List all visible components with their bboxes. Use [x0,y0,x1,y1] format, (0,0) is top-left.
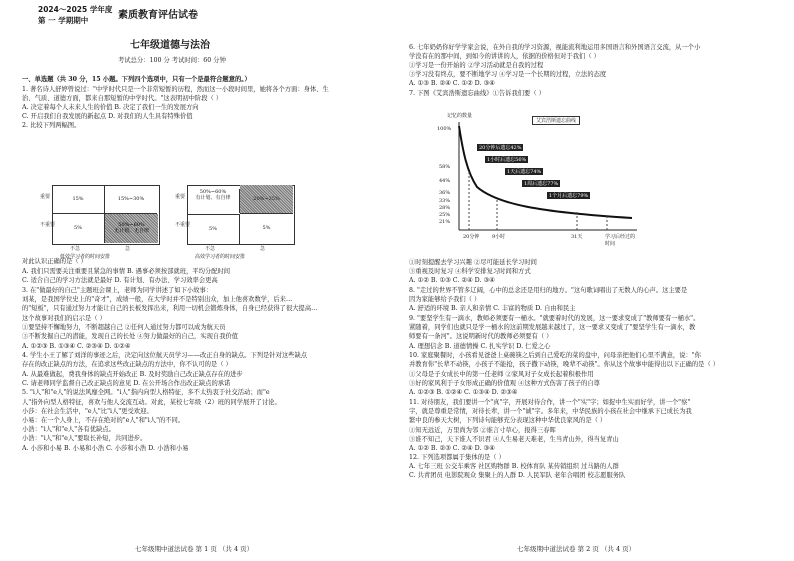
right-line: 10. 家庭聚餐时，小孩看见爸爸上桌碗筷之后到自己爱吃的菜的盘中，问母亲把他们心里不满意，说："你 [409,352,701,359]
right-line: ③好的家风利于子女形成正确的价值观 ④这种方式伤害了孩子的自尊 [409,380,600,387]
right-line: A. ①② B. ①③ C. ②④ D. ③④ [409,277,495,284]
right-line: ③重视及时复习 ④科学安排复习时间和方式 [409,268,531,275]
right-line: A. 舒适的环境 B. 亲人和亲情 C. 丰富的物质 D. 自由和民主 [409,305,576,312]
axis-y-unimportant: 不重要 [40,222,56,228]
right-line: ③学习没有终点，要不断地学习 ④学习是一个长期的过程，立法的态度 [409,71,607,78]
caption-low: 低效学习者的时间安排 [60,254,111,260]
curve-box-2: 1小时后遗忘56% [487,157,527,163]
quad-b1: 50%~60% 有计划、有自律 [187,189,240,213]
right-line: 学没有在的那中间，到如今的讲讲的人，依据的价格但对于我们（ ） [409,53,600,60]
exam-title: 素质教育评估试卷 [118,10,198,21]
curve-box-1: 20分钟后遗忘42% [479,145,522,151]
left-line: 的"短板"，只有通过努力才能让自己的长板发挥出来，利用一切机会锻炼身体，自身已经获得了很大提高… [22,305,318,312]
left-line: C. 适合自己的学习方法就是最好 D. 有计划、有办法、学习效率会更高 [22,277,218,284]
left-line: A. 我们只需要关注重要且紧急的事情 B. 遇事必须按部就班，平均分配时间 [22,268,231,275]
right-line: ①学习是一份开始的 ②学习活动就是自我的过程 [409,62,544,69]
right-line: 字，就是尊重是常情，对待长辈，讲一个"诚"字。多年来，中华民族的小孩在社会中继承下已成长为我 [409,408,692,415]
axis-y-important: 重要 [40,194,51,200]
axis-x-notur-b: 不急 [205,246,216,252]
quad-a3: 5% [52,214,105,243]
right-line: ①知无远近，万里尚为邻 ②谁言寸草心，报得三春晖 [409,427,556,434]
left-line: 存在的改正缺点的方法，在追求这些改正缺点的方法中，你不认可的是（ ） [22,361,232,368]
left-line: 对此认识正确的是（ ） [22,258,87,265]
left-line: 这个故事对我们的启示是（ ） [22,315,106,322]
left-line: A. 小莎和小易 B. 小易和小浩 C. 小莎和小浩 D. 小浩和小易 [22,445,189,452]
quad-a4: 50%~60% 无计划、无自律 [105,214,158,243]
axis-y-important-b: 重要 [175,194,186,200]
ytick-36: 36% [439,190,451,196]
right-line: 繁中良的参天大树，下列诗句能够充分表现这种中华优良家风的是（ ） [409,417,607,424]
axis-x-urgent-b: 急 [260,246,266,252]
right-line: 8. "走过的世界不管多辽阔，心中的总念还是用归的地方。"这句歌词唱出了无数人的心声。这主要是 [409,287,688,294]
time-quadrant-chart-high [175,185,295,260]
curve-box-3: 1天后遗忘74% [507,169,542,175]
left-line: A. ①②③ B. ①③④ C. ②③④ D. ①②④ [22,343,131,350]
exam-info: 考试总分：100 分 考试时间：60 分钟 [118,57,226,64]
school-year: 2024～2025 学年度 [38,5,113,14]
quad-b3: 5% [187,214,240,244]
left-line: 人"指外向型人格特征，喜欢与他人交流互动。对此，某校七年级（2）班的同学展开了讨论。 [22,399,281,406]
ytick-100: 100% [437,126,452,132]
right-line: 11. 对待朋友，我们要讲一个"真"字，开展对待合作，讲一个"实"字；如捉中生实而好学，讲一个"察" [409,399,691,406]
right-line: C. 共青团员 电影院观众 集聚上的人群 D. 人民军队 老年合唱团 校志愿服务队 [409,472,626,479]
curve-ylabel: 记忆的数量 [447,113,473,119]
left-line: ③不断发掘自己的潜能，发现自己的长处 ④努力做最好的自己，实现自我价值 [22,333,239,340]
left-line: 小易：在一个人身上，不存在绝对的"e人"和"i人"的不同。 [22,417,185,424]
term-label: 第 一 学期期中 [38,16,89,25]
ytick-44: 44% [439,178,451,184]
page-2 [397,0,794,561]
left-line: 小莎：在社会生活中，"e人"比"i人"更受欢迎。 [22,408,153,415]
left-line: 1. 著名诗人舒婷曾说过："中学时代只是一个非常短暂的历程，然而这一小段时间里，她将各个方面：身体、生 [22,86,329,93]
left-line: 3. 在"做最好的自己"主题班会课上，老师为同学讲述了如下小故事： [22,287,213,294]
left-line: 5. "i人"和"e人"的说法风靡全网。"i人"指内向型人格特征，多不太热衷于社交活动；而"e [22,389,270,396]
right-line: A. ①③ B. ②④ C. ①② D. ③④ [409,80,495,87]
right-line: 12. 下列选项都属于集体的是（ ） [409,454,505,461]
right-line: ①时刻提醒去学习兴趣 ②尽可能延长学习时间 [409,259,537,266]
left-line: 小浩："i人"和"e人"要取长补短，共同进步。 [22,435,147,442]
ytick-33: 33% [439,198,451,204]
left-line: ①要坚持不懈地努力，不断超越自己 ②任何人通过努力都可以成为航天员 [22,324,226,331]
ebbinghaus-figure [437,112,657,252]
xtick-1: 20分钟 [463,234,480,240]
left-line: C. 开启我们自我发展的新起点 D. 对我们的人生具有特殊价值 [22,113,193,120]
ytick-28: 28% [439,205,451,211]
caption-high: 高效学习者的时间安排 [195,254,246,260]
time-quadrant-chart-low [40,185,160,260]
left-line: 刘某，是我国学位史上的"奇才"，成绩一般，在大学时并不是特别出众，加上他喜欢数学，后来… [22,296,293,303]
curve-box-5: 1个月后遗忘79% [549,193,589,199]
footer-left: 七年级期中道法试卷 第 1 页 （共 4 页） [135,545,254,553]
ytick-58: 58% [439,164,451,170]
axis-x-notur: 不急 [70,246,81,252]
subject-title: 七年级道德与法治 [130,40,210,51]
curve-box-4: 1周后遗忘77% [524,181,559,187]
xtick-2: 9小时 [492,234,506,240]
axis-x-urgent: 急 [125,246,131,252]
right-line: A. 理想信念 B. 道德情操 C. 扎实学识 D. 仁爱之心 [409,343,551,350]
right-line: 9. "要坚学生有一滴水，教师必须要有一桶水。"就要着时代的发展，这一要求变成了"教师要有一桶水"。 [409,315,700,322]
quad-a1: 15% [52,185,105,214]
left-line: 4. 学生小王了解了刘洋的事迹之后，决定向这位航天员学习——改正自身的缺点。下列是针对这些缺点 [22,352,308,359]
left-line: 小浩："i人"和"e人"各有优缺点。 [22,426,115,433]
left-line: A. 决定着每个人未来人生的价值 B. 决定了我们一生的发展方向 [22,104,199,111]
quad-b4: 5% [262,225,271,231]
ytick-25: 25% [439,212,451,218]
right-line: 师要有一条河"。这说明新时代的教师必须要有（ ） [409,333,553,340]
right-line: 并教育你"长辈不动筷，小孩子不能抢，孩子撒下动筷，晚辈不动筷"。你从这个故事中能得出以下正确的是（ ） [409,361,720,368]
ytick-21: 21% [439,219,451,225]
right-line: 7. 下图《艾宾浩斯遗忘曲线》①告诉我们要（ ） [409,90,545,97]
left-line: 2. 比较下列两幅图。 [22,122,81,129]
left-line: C. 请老师同学监督自己改正缺点的意见 D. 在公开场合作出改正缺点的承诺 [22,380,231,387]
right-line: 因为家能够给予我们（ ） [409,296,481,303]
footer-right: 七年级期中道法试卷 第 2 页 （共 4 页） [517,545,636,553]
xtick-3: 31天 [571,234,583,240]
curve-xlabel: 学习后经过的时间 [605,234,636,247]
curve-title: 艾宾浩斯遗忘曲线 [532,116,580,125]
quad-a2: 15%~30% [105,185,157,214]
left-line: 一、单选题（共 30 分，15 小题。下列四个选项中，只有一个是最符合题意的。） [22,76,251,83]
right-line: 6. 七年奶奶你好学学家会说，在外自我的学习资源，视能流利地运用多国语言和外国语言交流，从一个小 [409,44,701,51]
left-line: A. 从最难做起，费我身体的缺点开始改正 B. 及时奖励自己改正缺点存在的进步 [22,371,243,378]
left-line: 治、气质、道德方面，都来自那短暂的中学时代。"这表明初中阶段（ ） [22,95,223,102]
right-line: ③谁不知己，天下谁人不识君 ④人生易老天难老，生当青山外，得当复青山 [409,436,619,443]
right-line: 紧随着，同学们也就只是学一桶水的这前期发展越来越过了，这一要求又变成了"要坚学生有一滴水，教 [409,324,696,331]
quad-b2: 20%~25% [240,185,293,214]
right-line: A. ①②③ B. ①②④ C. ①③④ D. ②③④ [409,389,518,396]
right-line: ①父母是子女成长中的第一任老师 ②家风对子女成长起着积极作用 [409,371,594,378]
right-line: A. 七年三班 公交车乘客 社区购物群 B. 校体育队 某传销组织 过马路的人群 [409,463,619,470]
axis-y-unimportant-b: 不重要 [175,222,191,228]
right-line: A. ①② B. ②③ C. ②④ D. ③④ [409,445,495,452]
